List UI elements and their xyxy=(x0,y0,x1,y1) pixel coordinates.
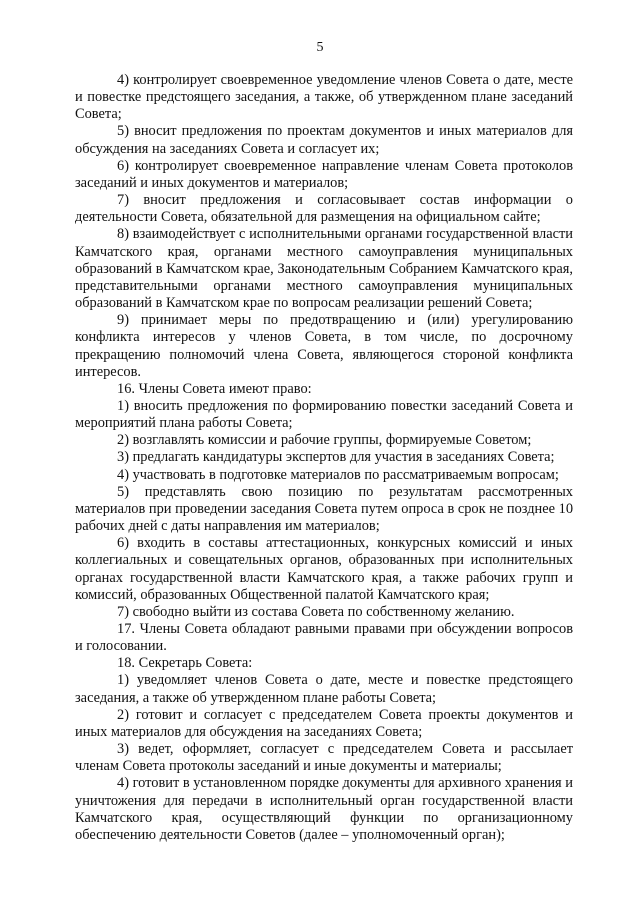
paragraph-16-5: 5) представлять свою позицию по результатам рассмотренных материалов при проведении заседания Совета путем опроса в срок не позднее 10 рабочих дней с даты направления им материалов; xyxy=(75,483,574,535)
paragraph-16-4: 4) участвовать в подготовке материалов по рассматриваемым вопросам; xyxy=(117,466,559,483)
page-number: 5 xyxy=(316,40,324,55)
paragraph-15-9: 9) принимает меры по предотвращению и (или) урегулированию конфликта интересов у членов Совета, в том числе, по досрочному прекращению полномочий члена Совета, являющегося стороной конфликта интересов. xyxy=(75,312,573,380)
paragraph-18-2: 2) готовит и согласует с председателем Совета проекты документов и иных материалов для обсуждения на заседаниях Совета; xyxy=(75,706,573,740)
paragraph-16-7: 7) свободно выйти из состава Совета по собственному желанию. xyxy=(117,603,515,620)
paragraph-18-3: 3) ведет, оформляет, согласует с председателем Совета и рассылает членам Совета протоколы заседаний и иные документы и материалы; xyxy=(75,741,573,775)
paragraph-15-5: 5) вносит предложения по проектам документов и иных материалов для обсуждения на заседаниях Совета и согласует их; xyxy=(75,123,573,157)
paragraph-16-3: 3) предлагать кандидатуры экспертов для участия в заседаниях Совета; xyxy=(117,449,555,466)
paragraph-18-1: 1) уведомляет членов Совета о дате, месте и повестке предстоящего заседания, а также об утвержденном плане работы Совета; xyxy=(75,672,573,706)
paragraph-16-1: 1) вносить предложения по формированию повестки заседаний Совета и мероприятий плана работы Совета; xyxy=(75,397,573,432)
paragraph-16-6: 6) входить в составы аттестационных, конкурсных комиссий и иных коллегиальных и совещательных органов, образованных при исполнительных органах государственной власти Камчатского края, а также рабочих групп и комиссий, образованных Общественной палатой Камчатского края; xyxy=(75,535,573,603)
paragraph-15-8: 8) взаимодействует с исполнительными органами государственной власти Камчатского края, органами местного самоуправления муниципальных образований в Камчатском крае, Законодательным Собранием Камчатского края, представительными органами местного самоуправления муниципальных образований в Камчатском крае по вопросам реализации решений Совета; xyxy=(75,226,573,312)
document-body xyxy=(75,72,573,844)
paragraph-15-6: 6) контролирует своевременное направление членам Совета протоколов заседаний и иных документов и материалов; xyxy=(75,157,573,191)
section-18-heading: 18. Секретарь Совета: xyxy=(117,655,253,672)
paragraph-15-4: 4) контролирует своевременное уведомление членов Совета о дате, месте и повестке предстоящего заседания, а также, об утвержденном плане заседаний Совета; xyxy=(75,72,573,123)
section-17: 17. Члены Совета обладают равными правами при обсуждении вопросов и голосовании. xyxy=(75,621,573,655)
paragraph-15-7: 7) вносит предложения и согласовывает состав информации о деятельности Совета, обязательной для размещения на официальном сайте; xyxy=(75,192,573,226)
paragraph-16-2: 2) возглавлять комиссии и рабочие группы, формируемые Советом; xyxy=(117,432,532,449)
section-16-heading: 16. Члены Совета имеют право: xyxy=(117,380,312,397)
paragraph-18-4: 4) готовит в установленном порядке документы для архивного хранения и уничтожения для передачи в исполнительный орган государственной власти Камчатского края, осуществляющий функции по организационному обеспечению деятельности Советов (далее – уполномоченный орган); xyxy=(75,775,573,843)
